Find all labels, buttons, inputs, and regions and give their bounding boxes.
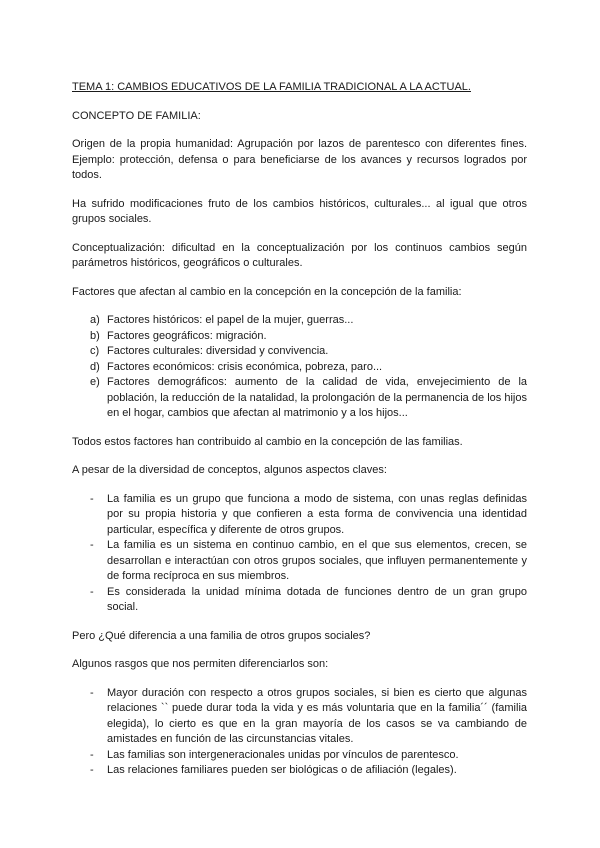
list-item <box>72 538 527 585</box>
list-marker: b) <box>90 329 100 342</box>
dash-marker: - <box>90 764 94 776</box>
dash-marker: - <box>90 748 94 761</box>
dash-marker: - <box>90 492 94 505</box>
list-marker: a) <box>90 314 100 326</box>
list-item-text: Las relaciones familiares pueden ser biológicas o de afiliación (legales). <box>107 764 457 776</box>
list-item <box>72 585 527 616</box>
list-item <box>72 686 527 748</box>
paragraph-after-factors: Todos estos factores han contribuido al cambio en la concepción de las familias. <box>72 435 463 448</box>
list-marker: d) <box>90 360 100 373</box>
traits-list <box>72 686 527 779</box>
list-item <box>72 344 527 360</box>
dash-marker: - <box>90 686 94 699</box>
list-item <box>72 329 527 345</box>
paragraph-conceptualization: Conceptualización: dificultad en la conceptualización por los continuos cambios según parámetros históricos, geográficos o culturales. <box>72 241 527 269</box>
list-item-text: Factores geográficos: migración. <box>107 329 267 342</box>
paragraph-key-intro: A pesar de la diversidad de conceptos, algunos aspectos claves: <box>72 464 387 476</box>
document-title: TEMA 1: CAMBIOS EDUCATIVOS DE LA FAMILIA TRADICIONAL A LA ACTUAL. <box>72 81 471 93</box>
paragraph-origin: Origen de la propia humanidad: Agrupación por lazos de parentesco con diferentes fines. Ejemplo: protección, defensa o para beneficiarse de los avances y recursos logrados por todos. <box>72 138 527 181</box>
list-marker: e) <box>90 376 100 388</box>
list-item <box>72 492 527 539</box>
dash-marker: - <box>90 585 94 598</box>
list-item-text: Es considerada la unidad mínima dotada de funciones dentro de un gran grupo social. <box>107 585 527 613</box>
list-item-text: Mayor duración con respecto a otros grupos sociales, si bien es cierto que algunas relaciones `` puede durar toda la vida y es más voluntaria que en la familia´´ (familia elegida), lo cierto es que en la gran mayoría de los casos se va cambiando de amistades en función de las circunstancias vitales. <box>107 686 527 745</box>
list-item-text: La familia es un grupo que funciona a modo de sistema, con unas reglas definidas por su propia historia y que confieren a esta forma de convivencia una identidad particular, específica y diferente de otros grupos. <box>107 492 527 536</box>
paragraph-question: Pero ¿Qué diferencia a una familia de otros grupos sociales? <box>72 629 371 642</box>
factors-list <box>72 313 527 422</box>
paragraph-traits-intro: Algunos rasgos que nos permiten diferenciarlos son: <box>72 658 329 670</box>
list-item-text: Factores económicos: crisis económica, pobreza, paro... <box>107 360 383 373</box>
paragraph-factors-intro: Factores que afectan al cambio en la concepción en la concepción de la familia: <box>72 285 462 298</box>
key-aspects-list <box>72 492 527 616</box>
dash-marker: - <box>90 539 94 551</box>
list-item <box>72 313 527 329</box>
list-item <box>72 763 527 779</box>
list-item <box>72 360 527 376</box>
paragraph-modifications: Ha sufrido modificaciones fruto de los cambios históricos, culturales... al igual que otros grupos sociales. <box>72 197 527 225</box>
list-item-text: Las familias son intergeneracionales unidas por vínculos de parentesco. <box>107 748 459 761</box>
list-item <box>72 375 527 422</box>
list-item <box>72 748 527 764</box>
list-item-text: Factores culturales: diversidad y convivencia. <box>107 345 329 357</box>
list-marker: c) <box>90 345 100 357</box>
list-item-text: Factores demográficos: aumento de la calidad de vida, envejecimiento de la población, la reducción de la natalidad, la prolongación de la permanencia de los hijos en el hogar, cambios que afectan al matrimonio y a los hijos... <box>107 376 527 419</box>
section-heading: CONCEPTO DE FAMILIA: <box>72 109 201 122</box>
list-item-text: La familia es un sistema en continuo cambio, en el que sus elementos, crecen, se desarrollan e interactúan con otros grupos sociales, que influyen permanentemente y de forma recíproca en sus miembros. <box>107 539 527 582</box>
list-item-text: Factores históricos: el papel de la mujer, guerras... <box>107 314 354 326</box>
